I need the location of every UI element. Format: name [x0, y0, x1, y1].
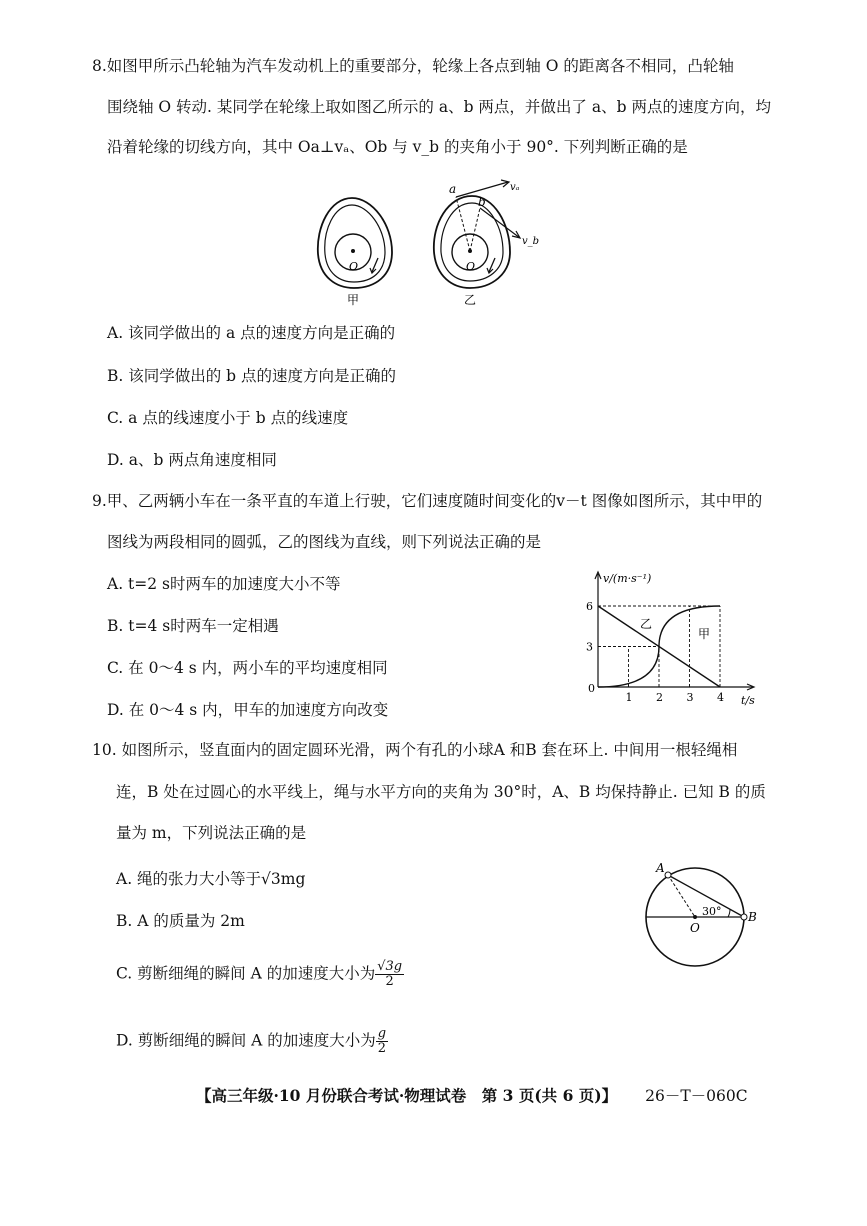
- vt-graph: [583, 568, 773, 718]
- footer-code: 26－T－060C: [645, 1087, 748, 1105]
- ring-angle-label: 30°: [702, 905, 722, 918]
- va-label: vₐ: [510, 182, 520, 193]
- q8-option-c: C. a 点的线速度小于 b 点的线速度: [107, 409, 349, 427]
- cam-left-o-label: O: [349, 260, 359, 273]
- q10-option-d-text: D. 剪断细绳的瞬间 A 的加速度大小为: [116, 1031, 376, 1050]
- cam-right: [434, 180, 539, 307]
- point-b-label: b: [478, 195, 486, 209]
- q10-stem-line3: 量为 m，下列说法正确的是: [116, 824, 307, 842]
- q10-stem-line1: 10. 如图所示，竖直面内的固定圆环光滑，两个有孔的小球A 和B 套在环上. 中间用一根轻绳相: [92, 741, 738, 759]
- vb-label: v_b: [522, 236, 540, 247]
- cam-right-caption: 乙: [464, 293, 477, 307]
- y-tick-label-3: 3: [586, 640, 593, 654]
- cam-right-o-label: O: [466, 260, 476, 273]
- q10-option-a: A. 绳的张力大小等于√3mg: [116, 870, 306, 888]
- ring-label-a: A: [656, 861, 665, 875]
- x-axis-label: t/s: [741, 694, 755, 707]
- series-jia-label: 甲: [698, 627, 711, 641]
- footer-title: 【高三年级·10 月份联合考试·物理试卷 第 3 页(共 6 页)】: [196, 1086, 618, 1105]
- ring-label-o: O: [690, 921, 700, 935]
- q10-option-b: B. A 的质量为 2m: [116, 912, 245, 930]
- cam-left: [318, 198, 392, 307]
- q10-option-c-text: C. 剪断细绳的瞬间 A 的加速度大小为: [116, 964, 376, 983]
- q8-option-b: B. 该同学做出的 b 点的速度方向是正确的: [107, 367, 397, 385]
- point-a-label: a: [449, 182, 457, 196]
- page-footer: [196, 1084, 748, 1106]
- q9-stem-line2: 图线为两段相同的圆弧，乙的图线为直线，则下列说法正确的是: [107, 533, 542, 551]
- q9-stem-line1: 9.甲、乙两辆小车在一条平直的车道上行驶，它们速度随时间变化的v－t 图像如图所示，其中甲的: [92, 492, 763, 510]
- series-yi-label: 乙: [640, 617, 653, 631]
- q8-stem-line3: 沿着轮缘的切线方向，其中 Oa⊥vₐ、Ob 与 v_b 的夹角小于 90°. 下列判断正确的是: [107, 138, 688, 156]
- q10-stem-line2: 连，B 处在过圆心的水平线上，绳与水平方向的夹角为 30°时，A、B 均保持静止. 已知 B 的质: [116, 783, 766, 801]
- q9-option-b: B. t=4 s时两车一定相遇: [107, 617, 279, 635]
- q10-option-c: [116, 960, 404, 989]
- q8-stem-line2: 围绕轴 O 转动. 某同学在轮缘上取如图乙所示的 a、b 两点，并做出了 a、b 两点的速度方向，均: [107, 98, 771, 116]
- y-axis-label: v/(m·s⁻¹): [603, 572, 652, 585]
- q8-option-d: D. a、b 两点角速度相同: [107, 451, 277, 469]
- q10-option-c-fraction: $\frac{√3g}{2}$: [377, 959, 403, 989]
- cam-left-caption: 甲: [347, 293, 360, 307]
- x-tick-label-3: 3: [686, 691, 694, 704]
- q9-option-a: A. t=2 s时两车的加速度大小不等: [107, 575, 341, 593]
- q8-stem-line1: 8.如图甲所示凸轮轴为汽车发动机上的重要部分，轮缘上各点到轴 O 的距离各不相同，凸轮轴: [92, 57, 734, 75]
- ring-figure: [640, 858, 770, 988]
- x-tick-label-1: 1: [625, 691, 633, 704]
- y-tick-label-6: 6: [586, 600, 593, 613]
- x-tick-label-2: 2: [656, 691, 663, 704]
- ring-label-b: B: [748, 910, 757, 924]
- q8-cam-figure: [300, 172, 560, 312]
- q9-option-c: C. 在 0～4 s 内，两小车的平均速度相同: [107, 659, 388, 677]
- q10-option-d-fraction: $\frac{g}{2}$: [377, 1026, 387, 1056]
- origin-label: 0: [588, 682, 595, 695]
- q10-option-d: [116, 1027, 388, 1056]
- q9-option-d: D. 在 0～4 s 内，甲车的加速度方向改变: [107, 701, 389, 719]
- x-tick-label-4: 4: [717, 691, 724, 704]
- q8-option-a: A. 该同学做出的 a 点的速度方向是正确的: [107, 324, 396, 342]
